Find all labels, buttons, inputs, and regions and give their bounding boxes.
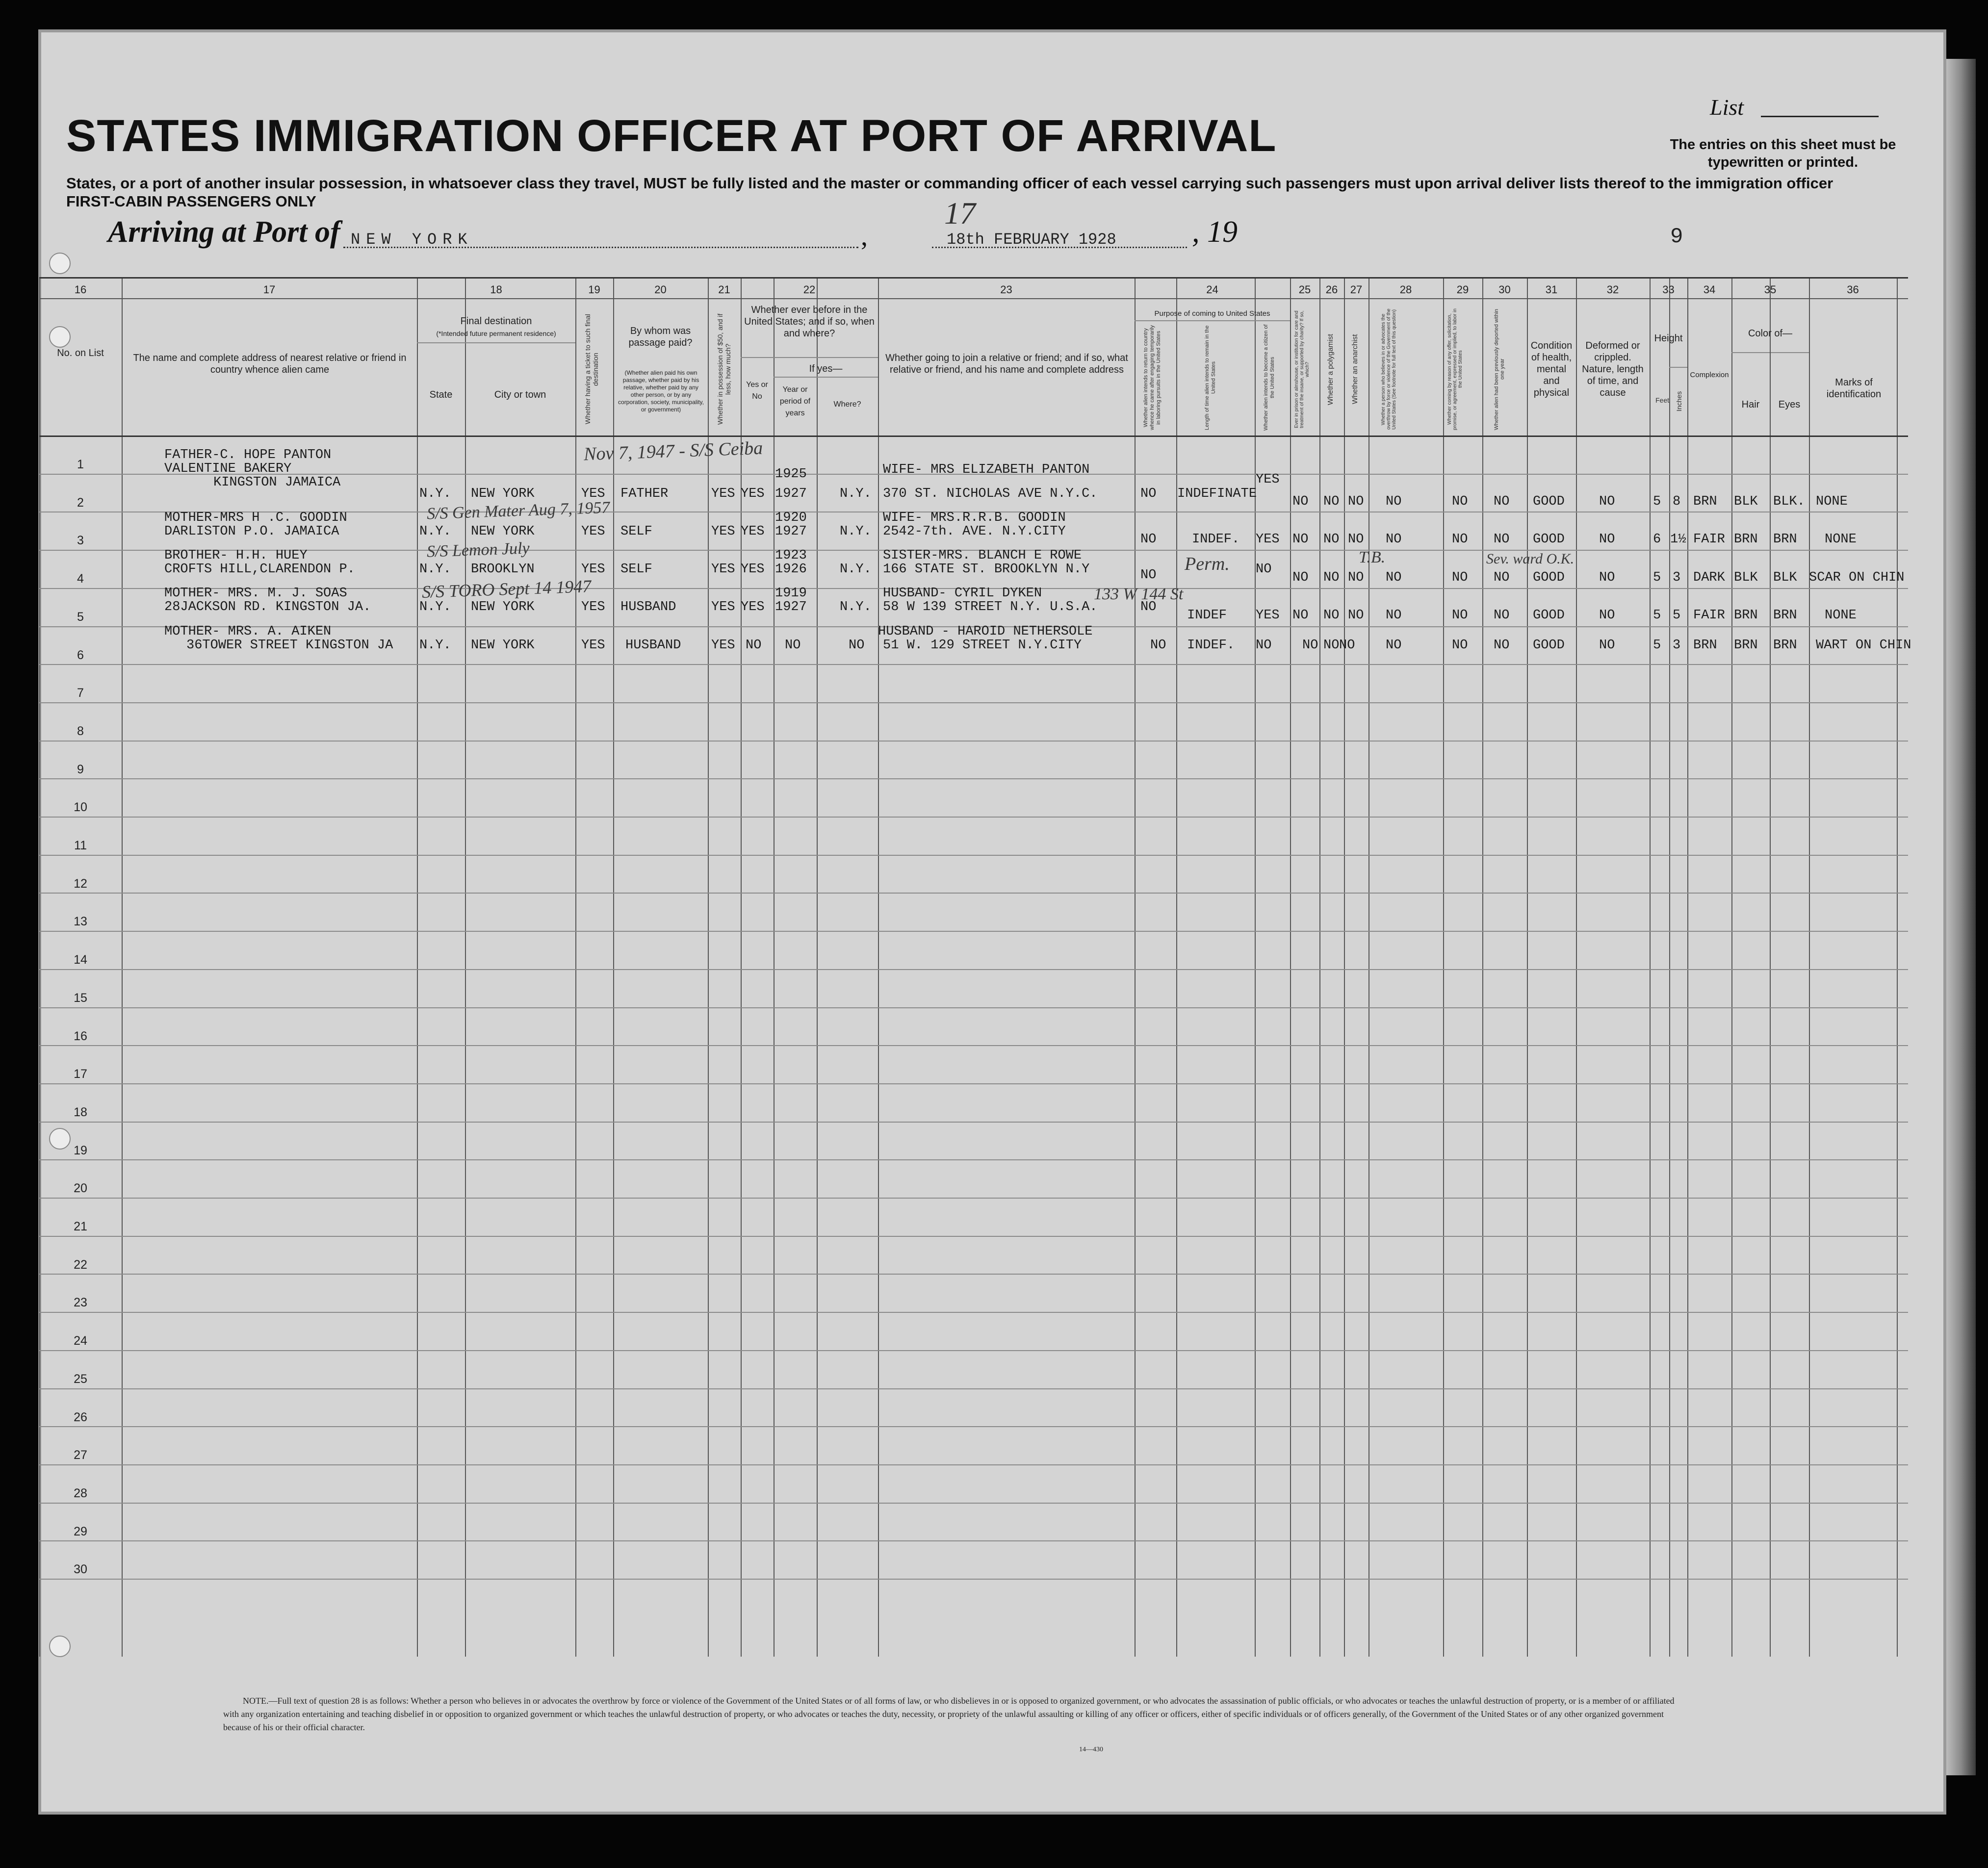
- entry-2-before: YES: [741, 524, 765, 539]
- entry-1-ticket: YES: [581, 486, 605, 501]
- entry-1-city: NEW YORK: [471, 486, 535, 501]
- handwritten-note: S/S TORO Sept 14 1947: [421, 576, 592, 602]
- row-line: [39, 931, 1908, 932]
- header-complexion: Complexion: [1690, 371, 1729, 379]
- entry-5-complexion: BRN: [1693, 638, 1717, 653]
- row-line: [39, 1007, 1908, 1008]
- entry-1-polygamist: NO: [1323, 494, 1340, 509]
- entry-2-relative-line: MOTHER-MRS H .C. GOODIN: [164, 511, 347, 525]
- col-number: 29: [1456, 283, 1469, 296]
- entry-2-money: YES: [711, 524, 735, 539]
- row-number: 5: [77, 610, 84, 624]
- entry-4-inches: 5: [1673, 608, 1681, 623]
- entry-4-where: N.Y.: [840, 600, 872, 614]
- handwritten-note: Sev. ward O.K.: [1486, 551, 1575, 567]
- entry-3-ticket: YES: [581, 562, 605, 577]
- row-line: [39, 969, 1908, 970]
- header-city: City or town: [494, 389, 546, 400]
- header-joining: Whether going to join a relative or friend; and if so, what relative or friend, and his name and complete address: [885, 353, 1128, 375]
- footnote-q28: NOTE.—Full text of question 28 is as follows: Whether a person who believes in or advocates the overthrow by force or violence of the Government of the United States or of all forms of law, or who disbelieves in or is opposed to organized government, or who advocates the assassination of public officials, or who advocates or teaches the unlawful destruction of property, or is a member of or affiliated with any organization entertaining and teaching disbelief in or opposition to organized government or which teaches the unlawful destruction of property, or who advocates or teaches the duty, necessity, or propriety of the unlawful assaulting or killing of any officer or officers, either of specific individuals or of officers generally, of the Government of the United States or of any other organized government because of his or their official character.: [223, 1696, 1675, 1732]
- entry-4-return: NO: [1140, 600, 1157, 614]
- entry-2-complexion: FAIR: [1693, 532, 1725, 547]
- col-number: 17: [263, 283, 276, 296]
- entry-4-relative-line: MOTHER- MRS. M. J. SOAS: [164, 586, 347, 601]
- entry-4-state: N.Y.: [419, 600, 451, 614]
- year-label: , 19: [1192, 215, 1238, 249]
- entry-1-deformed: NO: [1599, 494, 1615, 509]
- row-number: 17: [74, 1067, 87, 1081]
- row-number: 12: [74, 876, 87, 891]
- col-number: 26: [1325, 283, 1338, 296]
- entry-2-eyes: BRN: [1773, 532, 1797, 547]
- date-dotted-line: [932, 247, 1187, 248]
- entry-2-paid: SELF: [620, 524, 652, 539]
- row-number: 7: [77, 686, 84, 700]
- entry-2-hair: BRN: [1734, 532, 1758, 547]
- entry-5-polygamist: NO: [1323, 638, 1340, 653]
- entry-4-anarchist: NO: [1348, 608, 1364, 623]
- header-q28: Whether a person who believes in or advocates the overthrow by force or violence of the Government of the United States (See footnote for full text of this question): [1381, 308, 1397, 430]
- entry-3-polygamist: NO: [1323, 570, 1340, 585]
- row-number: 30: [74, 1562, 87, 1577]
- row-number: 1: [77, 458, 84, 471]
- arriving-label: Arriving at Port of: [108, 215, 340, 249]
- entry-5-where: NO: [849, 638, 865, 653]
- entry-3-anarchist: NO: [1348, 570, 1364, 585]
- entry-3-relative-line: CROFTS HILL,CLARENDON P.: [164, 562, 355, 577]
- entry-4-polygamist: NO: [1323, 608, 1340, 623]
- row-line: [39, 1388, 1908, 1389]
- entry-5-marks: WART ON CHIN: [1816, 638, 1911, 653]
- entry-3-year: 1923: [775, 548, 807, 563]
- header-year-period: Year or period of years: [779, 385, 811, 417]
- header-relative-abroad: The name and complete address of nearest relative or friend in country whence alien came: [133, 353, 407, 375]
- header-q30: Whether alien had been previously deported within one year: [1494, 308, 1505, 430]
- header-purpose-length: Length of time alien intends to remain in the United States: [1204, 325, 1216, 430]
- entry-5-state: N.Y.: [419, 638, 451, 653]
- entry-5-joining-line: 51 W. 129 STREET N.Y.CITY: [883, 638, 1082, 653]
- header-passage-note: (Whether alien paid his own passage, whether paid by his relative, whether paid by any other person, or by any corporation, society, municipality, or government): [618, 369, 704, 413]
- entry-3-health: GOOD: [1533, 570, 1565, 585]
- header-q29: Whether coming by reason of any offer, solicitation, promise, or agreement, expressed or implied, to labor in the United States: [1447, 308, 1463, 430]
- entry-1-health: GOOD: [1533, 494, 1565, 509]
- entry-1-feet: 5: [1653, 494, 1661, 509]
- header-height: Height: [1654, 333, 1683, 344]
- handwritten-note: T.B.: [1359, 548, 1386, 566]
- col-number: 21: [718, 283, 730, 296]
- row-number: 6: [77, 648, 84, 662]
- instructions-line: States, or a port of another insular possession, in whatsoever class they travel, MUST be fully listed and the master or commanding officer of each vessel carrying such passengers must upon arrival deliver lists thereof to the immigration officer: [66, 175, 1833, 192]
- entry-5-anarchist: NO: [1339, 638, 1355, 653]
- entry-5-deformed: NO: [1599, 638, 1615, 653]
- row-number: 28: [74, 1486, 87, 1500]
- entry-1-length: INDEFINATE: [1177, 486, 1257, 501]
- row-number: 16: [74, 1029, 87, 1043]
- entry-4-complexion: FAIR: [1693, 608, 1725, 623]
- header-health: Condition of health, mental and physical: [1530, 340, 1573, 398]
- row-number: 4: [77, 572, 84, 586]
- entry-3-where: N.Y.: [840, 562, 872, 577]
- col-number: 36: [1847, 283, 1859, 296]
- binder-hole: [49, 253, 71, 274]
- class-label: FIRST-CABIN PASSENGERS ONLY: [66, 193, 316, 210]
- row-line: [39, 1464, 1908, 1465]
- entry-4-health: GOOD: [1533, 608, 1565, 623]
- handwritten-note: 133 W 144 St: [1094, 585, 1184, 603]
- entry-5-hair: BRN: [1734, 638, 1758, 653]
- entry-5-ticket: YES: [581, 638, 605, 653]
- entry-2-city: NEW YORK: [471, 524, 535, 539]
- col-number: 16: [74, 283, 87, 296]
- entry-4-deformed: NO: [1599, 608, 1615, 623]
- entry-2-health: GOOD: [1533, 532, 1565, 547]
- entry-3-hair: BLK: [1734, 570, 1758, 585]
- header-polygamist: Whether a polygamist: [1326, 333, 1335, 405]
- entry-5-feet: 5: [1653, 638, 1661, 653]
- entry-5-return: NO: [1150, 638, 1166, 653]
- entry-1-q29: NO: [1452, 494, 1468, 509]
- row-number: 21: [74, 1220, 87, 1233]
- header-purpose-citizen: Whether alien intends to become a citizen of the United States: [1263, 324, 1275, 431]
- header-eyes: Eyes: [1778, 399, 1801, 410]
- entry-2-where: N.Y.: [840, 524, 872, 539]
- entry-1-joining-line: WIFE- MRS ELIZABETH PANTON: [883, 462, 1090, 477]
- header-no-on-list: No. on List: [57, 348, 104, 358]
- entry-3-complexion: DARK: [1693, 570, 1725, 585]
- entry-2-q29: NO: [1452, 532, 1468, 547]
- port-field: NEW YORK: [351, 230, 473, 249]
- entry-5-prison: NO: [1302, 638, 1318, 653]
- entry-1-anarchist: NO: [1348, 494, 1364, 509]
- row-line: [39, 1503, 1908, 1504]
- row-line: [39, 1159, 1908, 1160]
- entry-2-prison: NO: [1292, 532, 1309, 547]
- row-number: 24: [74, 1334, 87, 1348]
- row-number: 23: [74, 1296, 87, 1310]
- col-number: 24: [1206, 283, 1218, 296]
- row-number: 2: [77, 495, 84, 510]
- entry-5-joining-line: HUSBAND - HAROID NETHERSOLE: [878, 624, 1093, 639]
- header-before-in-us: Whether ever before in the United States; and if so, when and where?: [744, 305, 875, 339]
- row-number: 10: [74, 800, 87, 815]
- entry-3-state: N.Y.: [419, 562, 451, 577]
- handwritten-note: S/S Lemon July: [426, 539, 530, 561]
- entry-5-money: YES: [711, 638, 735, 653]
- entry-3-q28: NO: [1386, 570, 1402, 585]
- row-number: 3: [77, 534, 84, 548]
- entry-2-feet: 6: [1653, 532, 1661, 547]
- col-number: 32: [1606, 283, 1619, 296]
- entry-4-length: INDEF: [1187, 608, 1227, 623]
- entry-5-eyes: BRN: [1773, 638, 1797, 653]
- entry-3-inches: 3: [1673, 570, 1681, 585]
- entry-2-state: N.Y.: [419, 524, 451, 539]
- entry-3-paid: SELF: [620, 562, 652, 577]
- entry-1-citizen: YES: [1256, 472, 1280, 487]
- entry-4-q29: NO: [1452, 608, 1468, 623]
- entry-2-year: 1927: [775, 524, 807, 539]
- entry-5-health: GOOD: [1533, 638, 1565, 653]
- entry-4-q30: NO: [1494, 608, 1510, 623]
- entry-2-joining-line: 2542-7th. AVE. N.Y.CITY: [883, 524, 1066, 539]
- col-number: 18: [490, 283, 502, 296]
- header-if-yes: If yes—: [809, 363, 843, 374]
- row-line: [39, 1579, 1908, 1580]
- row-line: [39, 664, 1908, 665]
- entry-1-year: 1925: [775, 467, 807, 482]
- entry-5-relative-line: 36TOWER STREET KINGSTON JA: [186, 638, 393, 653]
- entry-5-citizen: NO: [1256, 638, 1272, 653]
- entry-4-joining-line: 58 W 139 STREET N.Y. U.S.A.: [883, 600, 1098, 614]
- entry-1-year: 1927: [775, 486, 807, 501]
- port-dotted-line: [343, 247, 858, 248]
- entry-2-year: 1920: [775, 511, 807, 525]
- col-number: 30: [1498, 283, 1511, 296]
- row-number: 20: [74, 1181, 87, 1196]
- entry-2-deformed: NO: [1599, 532, 1615, 547]
- row-line: [39, 1045, 1908, 1046]
- header-passage-paid: By whom was passage paid?: [628, 326, 693, 348]
- entry-4-year: 1927: [775, 600, 807, 614]
- entry-3-deformed: NO: [1599, 570, 1615, 585]
- row-line: [39, 1236, 1908, 1237]
- col-number: 19: [588, 283, 600, 296]
- entry-3-year: 1926: [775, 562, 807, 577]
- header-prison: Ever in prison or almshouse, or institution for care and treatment of the insane, or supported by charity? If so, which?: [1294, 310, 1310, 428]
- row-number: 9: [77, 762, 84, 776]
- page-stack-edge: [1946, 59, 1976, 1775]
- header-state: State: [429, 389, 453, 400]
- header-purpose: Purpose of coming to United States: [1154, 309, 1270, 318]
- row-line: [39, 1350, 1908, 1351]
- entry-5-paid: HUSBAND: [625, 638, 681, 653]
- entry-1-hair: BLK: [1734, 494, 1758, 509]
- row-line: [39, 1312, 1908, 1313]
- header-marks: Marks of identification: [1826, 377, 1882, 400]
- form-number: 14—430: [1079, 1746, 1103, 1753]
- entry-1-state: N.Y.: [419, 486, 451, 501]
- entry-3-money: YES: [711, 562, 735, 577]
- entry-1-before: YES: [741, 486, 765, 501]
- entry-1-inches: 8: [1673, 494, 1681, 509]
- row-number: 13: [74, 915, 87, 929]
- entry-1-eyes: BLK.: [1773, 494, 1805, 509]
- entry-1-relative-line: VALENTINE BAKERY: [164, 461, 292, 476]
- header-anarchist: Whether an anarchist: [1351, 334, 1359, 405]
- entry-2-ticket: YES: [581, 524, 605, 539]
- entry-3-marks: SCAR ON CHIN: [1809, 570, 1905, 585]
- row-number: 27: [74, 1448, 87, 1462]
- entry-3-return: NO: [1140, 568, 1157, 583]
- header-final-destination: Final destination: [460, 316, 532, 327]
- entry-4-hair: BRN: [1734, 608, 1758, 623]
- entry-1-q30: NO: [1494, 494, 1510, 509]
- entry-1-prison: NO: [1292, 494, 1309, 509]
- row-line: [39, 778, 1908, 779]
- entry-3-city: BROOKLYN: [471, 562, 535, 577]
- col-number: 22: [803, 283, 816, 296]
- header-hair: Hair: [1741, 399, 1760, 410]
- entry-4-citizen: YES: [1256, 608, 1280, 623]
- entry-3-q29: NO: [1452, 570, 1468, 585]
- entry-5-q28: NO: [1386, 638, 1402, 653]
- entry-2-joining-line: WIFE- MRS.R.R.B. GOODIN: [883, 511, 1066, 525]
- date-field: 18th FEBRUARY 1928: [947, 230, 1116, 249]
- entry-4-money: YES: [711, 600, 735, 614]
- entry-1-joining-line: 370 ST. NICHOLAS AVE N.Y.C.: [883, 486, 1098, 501]
- page-number: 9: [1670, 225, 1683, 249]
- entry-4-eyes: BRN: [1773, 608, 1797, 623]
- row-line: [39, 893, 1908, 894]
- entry-1-marks: NONE: [1816, 494, 1848, 509]
- entry-3-citizen: NO: [1256, 562, 1272, 577]
- entry-2-inches: 1½: [1670, 532, 1686, 547]
- entry-4-q28: NO: [1386, 608, 1402, 623]
- entry-5-before: NO: [746, 638, 762, 653]
- row-number: 15: [74, 991, 87, 1005]
- row-line: [39, 1540, 1908, 1541]
- entry-3-relative-line: BROTHER- H.H. HUEY: [164, 548, 308, 563]
- entries-note: The entries on this sheet must be typewritten or printed.: [1670, 137, 1896, 170]
- entry-1-return: NO: [1140, 486, 1157, 501]
- entry-4-marks: NONE: [1825, 608, 1857, 623]
- entry-2-polygamist: NO: [1323, 532, 1340, 547]
- list-label: List: [1710, 95, 1744, 120]
- entry-5-q30: NO: [1494, 638, 1510, 653]
- handwritten-note: Nov 7, 1947 - S/S Ceiba: [583, 437, 763, 465]
- entry-3-before: YES: [741, 562, 765, 577]
- col-number: 35: [1764, 283, 1777, 296]
- header-purpose-return: Whether alien intends to return to country whence he came after engaging temporarily in laboring pursuits in the United States: [1143, 325, 1162, 431]
- entry-2-relative-line: DARLISTON P.O. JAMAICA: [164, 524, 339, 539]
- entry-5-q29: NO: [1452, 638, 1468, 653]
- entry-1-relative-line: KINGSTON JAMAICA: [213, 475, 341, 490]
- header-feet: Feet: [1655, 396, 1670, 404]
- entry-4-city: NEW YORK: [471, 600, 535, 614]
- handwritten-note: S/S Gen Mater Aug 7, 1957: [426, 498, 610, 523]
- entry-3-prison: NO: [1292, 570, 1309, 585]
- header-deformed: Deformed or crippled. Nature, length of time, and cause: [1582, 340, 1644, 398]
- manifest-table: [39, 277, 1911, 1657]
- row-line: [39, 741, 1908, 742]
- entry-5-year: NO: [785, 638, 801, 653]
- entry-2-citizen: YES: [1256, 532, 1280, 547]
- entry-4-year: 1919: [775, 586, 807, 601]
- entry-1-where: N.Y.: [840, 486, 872, 501]
- col-number: 23: [1000, 283, 1012, 296]
- row-number: 8: [77, 724, 84, 738]
- entry-3-length: Perm.: [1185, 554, 1230, 574]
- col-number: 28: [1399, 283, 1412, 296]
- row-line: [39, 1083, 1908, 1084]
- col-number: 20: [654, 283, 667, 296]
- entry-1-paid: FATHER: [620, 486, 669, 501]
- entry-4-feet: 5: [1653, 608, 1661, 623]
- entry-1-money: YES: [711, 486, 735, 501]
- row-number: 14: [74, 953, 87, 967]
- row-line: [39, 1426, 1908, 1427]
- entry-2-return: NO: [1140, 532, 1157, 547]
- entry-3-joining-line: 166 STATE ST. BROOKLYN N.Y: [883, 562, 1090, 577]
- row-number: 19: [74, 1143, 87, 1157]
- entry-2-q28: NO: [1386, 532, 1402, 547]
- row-number: 29: [74, 1524, 87, 1538]
- header-final-destination-note: (*Intended future permanent residence): [436, 330, 556, 337]
- entry-2-anarchist: NO: [1348, 532, 1364, 547]
- row-line: [39, 817, 1908, 818]
- entry-4-paid: HUSBAND: [620, 600, 676, 614]
- row-line: [39, 702, 1908, 703]
- header-color-of: Color of—: [1748, 328, 1793, 339]
- header-where: Where?: [833, 400, 861, 409]
- header-money: Whether in possession of $50, and if less, how much?: [716, 313, 732, 425]
- entry-2-length: INDEF.: [1192, 532, 1240, 547]
- entry-4-prison: NO: [1292, 608, 1309, 623]
- entry-2-marks: NONE: [1825, 532, 1857, 547]
- entry-5-inches: 3: [1673, 638, 1681, 653]
- entry-4-joining-line: HUSBAND- CYRIL DYKEN: [883, 586, 1042, 601]
- entry-1-q28: NO: [1386, 494, 1402, 509]
- entry-2-q30: NO: [1494, 532, 1510, 547]
- col-number: 34: [1703, 283, 1716, 296]
- col-number: 31: [1545, 283, 1558, 296]
- entry-3-feet: 5: [1653, 570, 1661, 585]
- row-line: [39, 1122, 1908, 1123]
- entry-3-joining-line: SISTER-MRS. BLANCH E ROWE: [883, 548, 1082, 563]
- entry-5-city: NEW YORK: [471, 638, 535, 653]
- col-number: 33: [1662, 283, 1675, 296]
- entry-3-q30: NO: [1494, 570, 1510, 585]
- entry-4-relative-line: 28JACKSON RD. KINGSTON JA.: [164, 600, 371, 614]
- comma-separator: ,: [861, 221, 868, 252]
- row-number: 11: [74, 839, 87, 852]
- entry-5-length: INDEF.: [1187, 638, 1235, 653]
- col-number: 27: [1350, 283, 1363, 296]
- handwritten-day: 17: [944, 196, 976, 230]
- row-number: 22: [74, 1257, 87, 1272]
- page-title: STATES IMMIGRATION OFFICER AT PORT OF ARRIVAL: [66, 111, 1277, 161]
- col-number: 25: [1298, 283, 1311, 296]
- entry-1-relative-line: FATHER-C. HOPE PANTON: [164, 448, 332, 462]
- row-line: [39, 1274, 1908, 1275]
- row-line: [39, 1198, 1908, 1199]
- entry-5-relative-line: MOTHER- MRS. A. AIKEN: [164, 624, 332, 639]
- entry-4-ticket: YES: [581, 600, 605, 614]
- entry-4-before: YES: [741, 600, 765, 614]
- header-yes-no: Yes or No: [746, 381, 768, 401]
- header-ticket: Whether having a ticket to such final destination: [584, 314, 599, 425]
- entry-3-eyes: BLK: [1773, 570, 1797, 585]
- header-inches: Inches: [1675, 391, 1683, 411]
- row-number: 18: [74, 1105, 87, 1119]
- row-number: 25: [74, 1372, 87, 1386]
- list-number-line: [1761, 116, 1879, 117]
- row-line: [39, 855, 1908, 856]
- entry-1-complexion: BRN: [1693, 494, 1717, 509]
- row-number: 26: [74, 1410, 87, 1424]
